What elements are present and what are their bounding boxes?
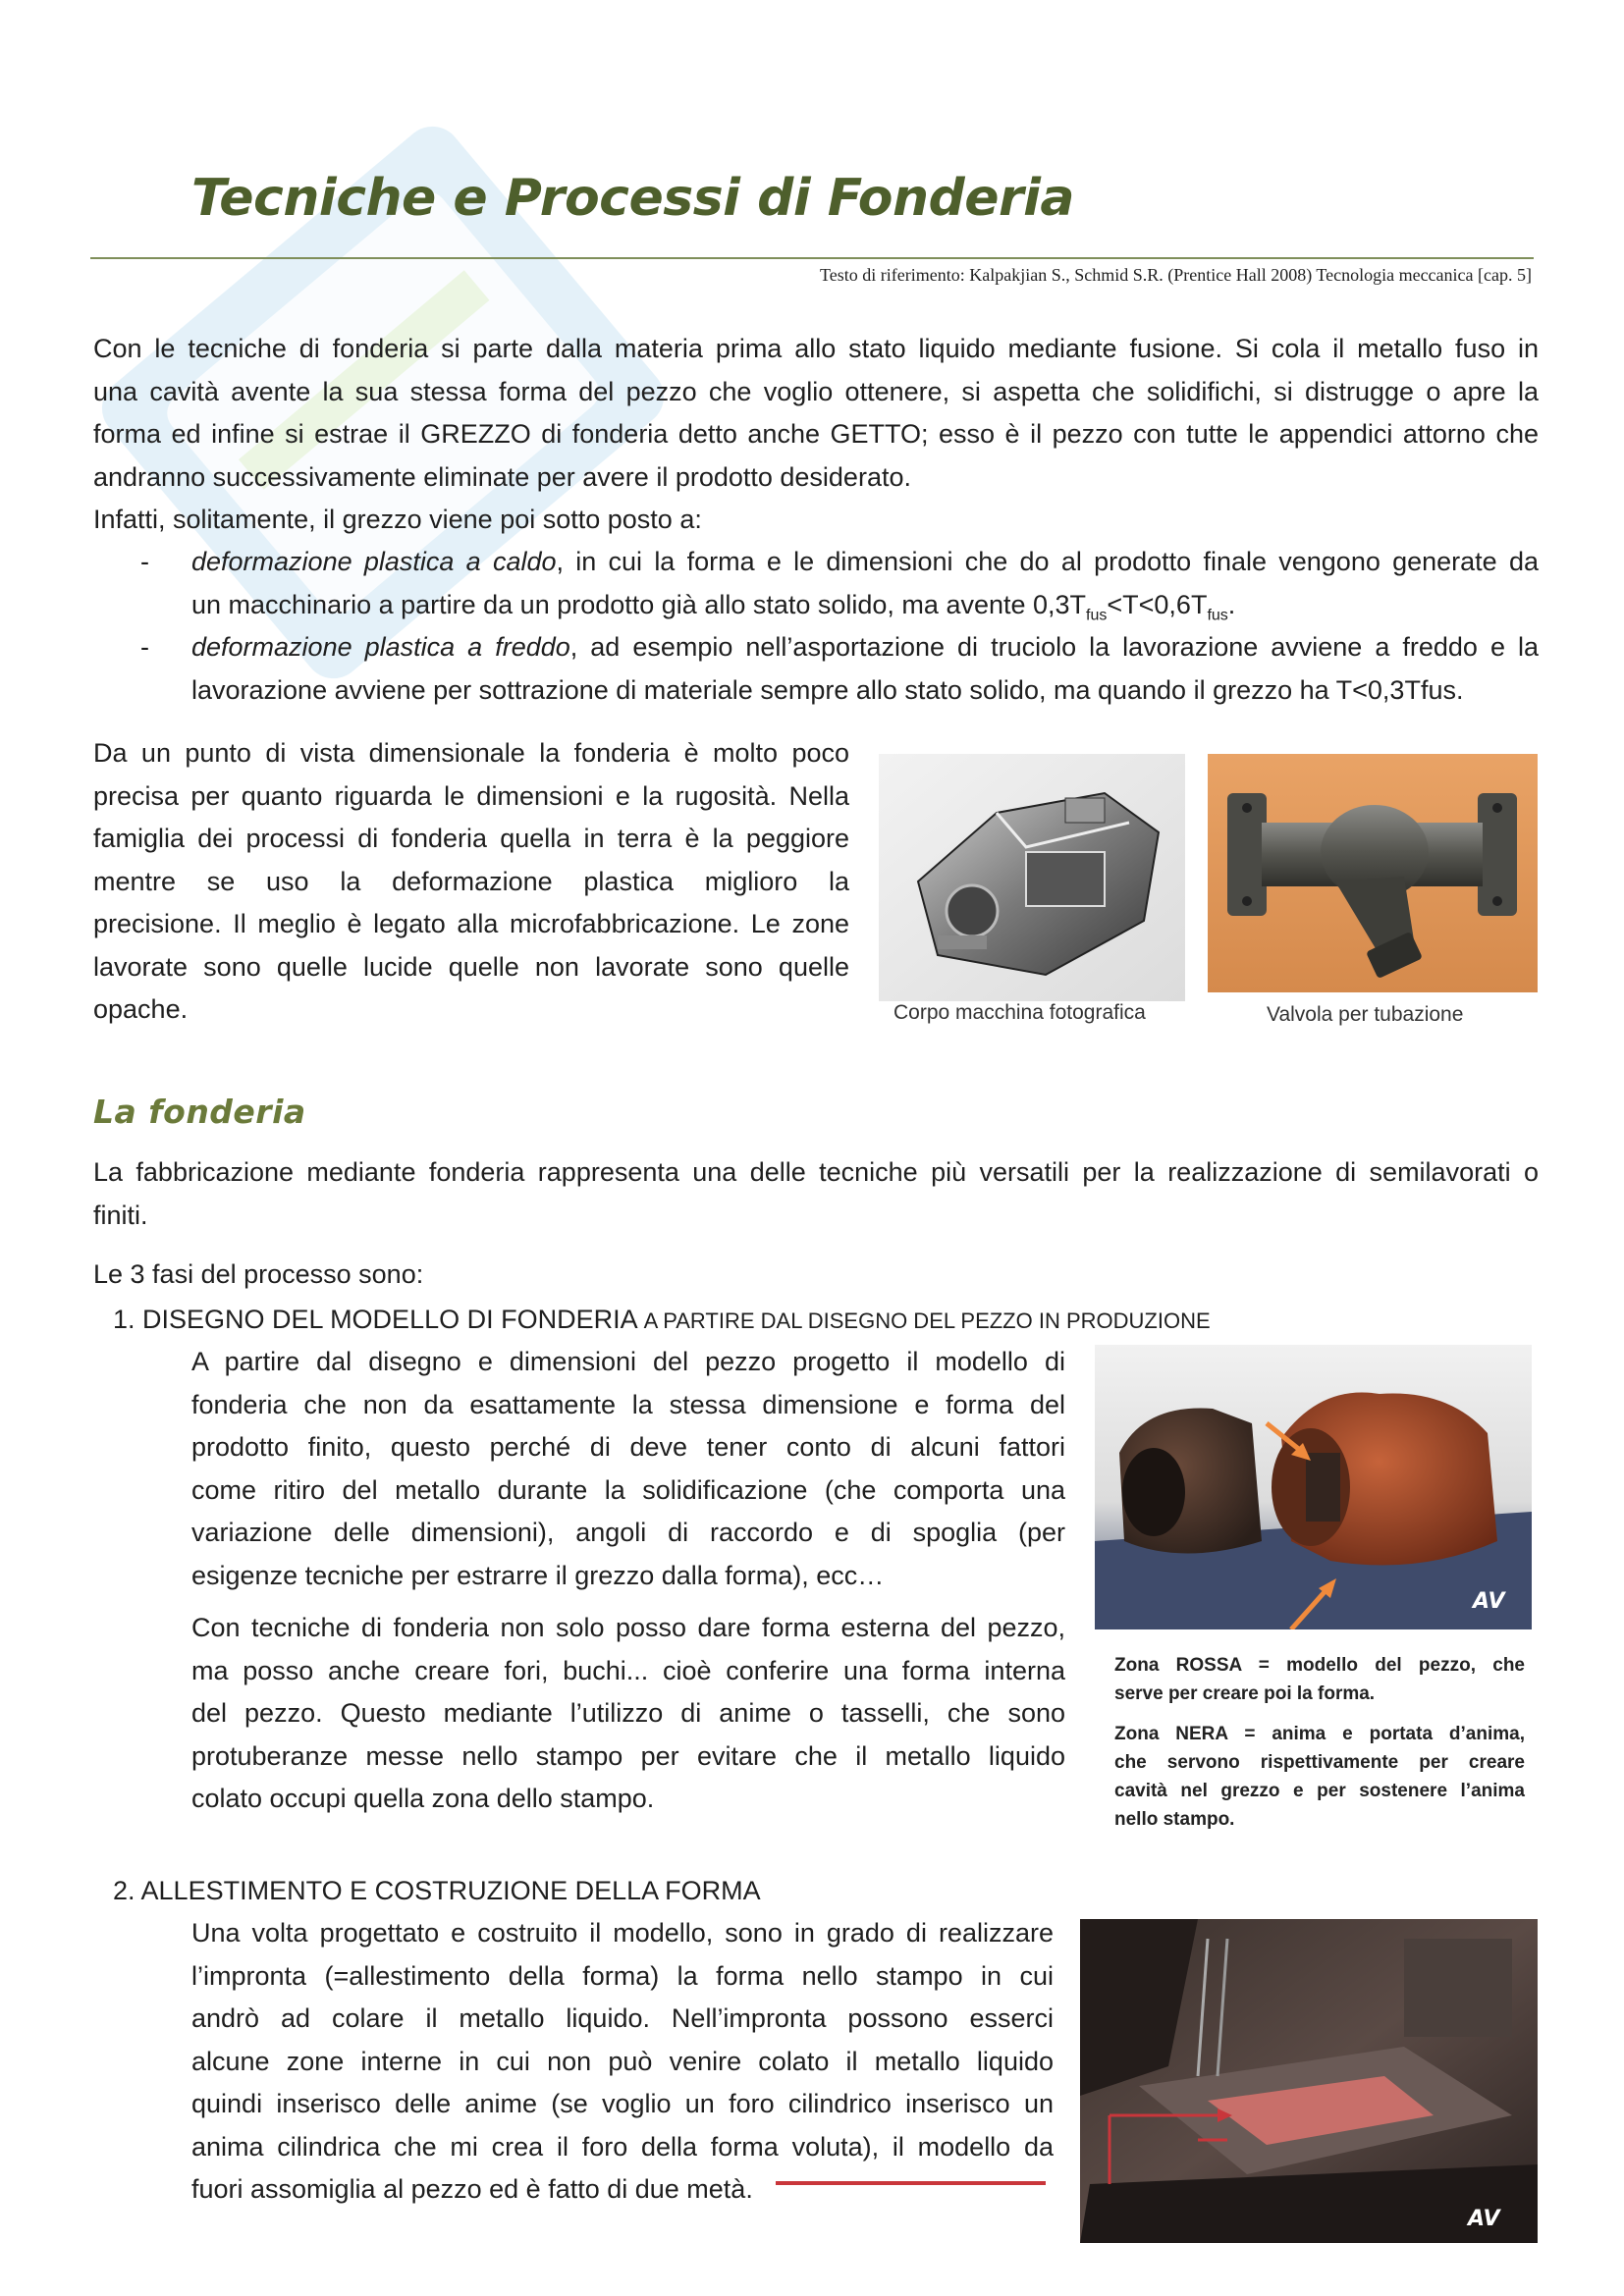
text-line: quindi inserisco delle anime (se voglio un foro cilindrico inserisco un <box>191 2089 1054 2118</box>
pattern-model-image <box>1095 1345 1532 1629</box>
text-line: lavorazione avviene per sottrazione di materiale sempre allo stato solido, ma quando il grezzo ha T<0,3Tfus. <box>191 674 1464 705</box>
text-line: lavorate sono quelle lucide quelle non lavorate sono quelle <box>93 951 849 982</box>
text-line: come ritiro del metallo durante la solidificazione (che comporta una <box>191 1474 1065 1505</box>
phase-title: 2. ALLESTIMENTO E COSTRUZIONE DELLA FORMA <box>113 1876 761 1905</box>
text-line: anima cilindrica che mi crea il foro della forma voluta), il modello da <box>191 2131 1054 2162</box>
text-line: Zona NERA = anima e portata d’anima, <box>1114 1724 1525 1744</box>
image-logo: AV <box>1468 2207 1500 2231</box>
pointer-arrow <box>776 2160 1051 2189</box>
text-line: serve per creare poi la forma. <box>1114 1683 1376 1704</box>
text-line: protuberanze messe nello stampo per evitare che il metallo liquido <box>191 1740 1065 1771</box>
section-intro <box>93 1151 1539 1237</box>
text-line: alcune zone interne in cui non può venire colato il metallo liquido <box>191 2046 1054 2076</box>
bullet-marker: - <box>140 632 149 662</box>
text-line: forma ed infine si estrae il GREZZO di fonderia detto anche GETTO; esso è il pezzo con tutte le appendici attorno che <box>93 419 1539 449</box>
text-line: precisa per quanto riguarda le dimensioni e la rugosità. Nella <box>93 780 849 811</box>
caption-red-zone <box>1114 1651 1525 1708</box>
text-line <box>191 541 1539 584</box>
phase1-paragraph-2 <box>191 1607 1065 1821</box>
text-line: finiti. <box>93 1200 148 1230</box>
camera-body-image <box>879 754 1185 1001</box>
text-line: variazione delle dimensioni), angoli di raccordo e di spoglia (per <box>191 1518 1065 1547</box>
text-line: del pezzo. Questo mediante l’utilizzo di anime o tasselli, che sono <box>191 1698 1065 1728</box>
page-title: Tecniche e Processi di Fonderia <box>191 169 1075 228</box>
text-line: che servono rispettivamente per creare <box>1114 1752 1525 1773</box>
phase1-heading <box>113 1299 1488 1343</box>
bullet-text: un macchinario a partire da un prodotto già allo stato solido, ma avente 0,3T <box>191 589 1087 619</box>
text-line: l’impronta (=allestimento della forma) la forma nello stampo in cui <box>191 1960 1054 1991</box>
text-line: fonderia che non da esattamente la stessa dimensione e forma del <box>191 1389 1065 1419</box>
text-line: opache. <box>93 994 189 1024</box>
text-line: precisione. Il meglio è legato alla microfabbricazione. Le zone <box>93 909 849 938</box>
bullet-term: deformazione plastica a caldo <box>191 547 557 576</box>
text-line: una cavità avente la sua stessa forma del pezzo che voglio ottenere, si aspetta che solidifichi, si distrugge o apre la <box>93 376 1539 406</box>
text-line: A partire dal disegno e dimensioni del pezzo progetto il modello di <box>191 1347 1065 1376</box>
phase2-heading <box>113 1870 1095 1913</box>
text-line: Le 3 fasi del processo sono: <box>93 1259 424 1289</box>
text-line: Con le tecniche di fonderia si parte dalla materia prima allo stato liquido mediante fusione. Si cola il metallo fuso in <box>93 334 1539 363</box>
caption-camera: Corpo macchina fotografica <box>893 1001 1146 1024</box>
text-line: esigenze tecniche per estrarre il grezzo dalla forma), ecc… <box>191 1560 885 1590</box>
text-line: andranno successivamente eliminate per avere il prodotto desiderato. <box>93 461 911 492</box>
caption-valve: Valvola per tubazione <box>1267 1003 1464 1026</box>
section-heading: La fonderia <box>93 1093 306 1131</box>
mould-image <box>1080 1919 1538 2243</box>
bullet-term: deformazione plastica a freddo <box>191 632 570 662</box>
title-divider <box>90 257 1534 259</box>
text-line: cavità nel grezzo e per sostenere l’anima <box>1114 1781 1525 1801</box>
phase-title: 1. DISEGNO DEL MODELLO DI FONDERIA <box>113 1305 637 1334</box>
phase-subtitle: A PARTIRE DAL DISEGNO DEL PEZZO IN PRODUZIONE <box>643 1308 1211 1333</box>
text-line: nello stampo. <box>1114 1809 1235 1830</box>
text-line: Da un punto di vista dimensionale la fonderia è molto poco <box>93 738 849 768</box>
intro-paragraph <box>93 328 1539 542</box>
bullet-item <box>191 626 1539 712</box>
text-line: famiglia dei processi di fonderia quella in terra è la peggiore <box>93 824 849 853</box>
text-line: Zona ROSSA = modello del pezzo, che <box>1114 1655 1525 1676</box>
valve-image <box>1208 754 1538 992</box>
subscript: fus <box>1207 606 1228 623</box>
bullet-text: <T<0,6T <box>1107 589 1208 619</box>
subscript: fus <box>1086 606 1108 623</box>
bullet-text: , in cui la forma e le dimensioni che do al prodotto finale vengono generate da <box>556 547 1539 576</box>
dimensional-paragraph <box>93 732 849 1032</box>
text-line: mentre se uso la deformazione plastica miglioro la <box>93 866 849 896</box>
phases-intro <box>93 1254 879 1297</box>
text-line: fuori assomiglia al pezzo ed è fatto di due metà. <box>191 2174 753 2204</box>
reference-text: Testo di riferimento: Kalpakjian S., Schmid S.R. (Prentice Hall 2008) Tecnologia meccanica [cap. 5] <box>820 265 1532 285</box>
bullet-marker: - <box>140 547 149 576</box>
bullet-text: , ad esempio nell’asportazione di truciolo la lavorazione avviene a freddo e la <box>569 632 1539 662</box>
text-line: Una volta progettato e costruito il modello, sono in grado di realizzare <box>191 1918 1054 1948</box>
phase1-paragraph-1 <box>191 1341 1065 1597</box>
image-logo: AV <box>1473 1589 1505 1614</box>
text-line: andrò ad colare il metallo liquido. Nell’impronta possono esserci <box>191 2003 1054 2033</box>
text-line: prodotto finito, questo perché di deve tener conto di alcuni fattori <box>191 1432 1065 1462</box>
text-line <box>191 626 1539 669</box>
text-line: ma posso anche creare fori, buchi... cioè conferire una forma interna <box>191 1655 1065 1685</box>
text-line: colato occupi quella zona dello stampo. <box>191 1784 655 1813</box>
text-line: Infatti, solitamente, il grezzo viene poi sotto posto a: <box>93 505 702 534</box>
bullet-item <box>191 541 1539 626</box>
text-line: La fabbricazione mediante fonderia rappresenta una delle tecniche più versatili per la realizzazione di semilavorati o <box>93 1157 1539 1187</box>
bullet-text: . <box>1227 589 1236 619</box>
text-line: Con tecniche di fonderia non solo posso dare forma esterna del pezzo, <box>191 1613 1065 1642</box>
caption-black-zone <box>1114 1720 1525 1834</box>
text-line <box>191 584 1539 627</box>
